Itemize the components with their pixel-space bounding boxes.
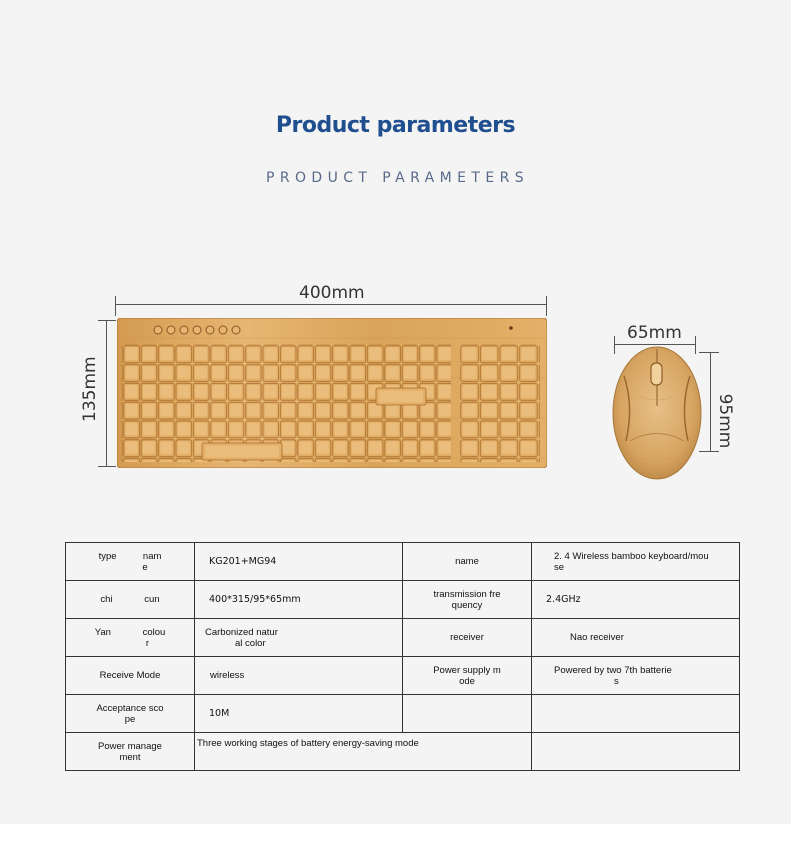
spec-value: Carbonized natur al color	[195, 619, 403, 657]
keyboard-width-line	[115, 304, 547, 305]
spec-label: Receive Mode	[66, 657, 195, 695]
keyboard-height-tick-bottom	[98, 466, 116, 467]
table-row	[66, 733, 740, 771]
keyboard-height-tick-top	[98, 320, 116, 321]
spec-label: receiver	[403, 619, 532, 657]
spec-value: 2. 4 Wireless bamboo keyboard/mou se	[532, 543, 740, 581]
mouse-height-label: 95mm	[715, 393, 735, 449]
spec-label	[403, 695, 532, 733]
spec-label: chi cun	[66, 581, 195, 619]
table-row	[66, 619, 740, 657]
mouse-width-line	[614, 344, 696, 345]
mouse-width-label: 65mm	[627, 323, 682, 343]
spec-value: Nao receiver	[532, 619, 740, 657]
mouse-image	[610, 346, 705, 484]
table-row	[66, 657, 740, 695]
spec-label: Power manage ment	[66, 733, 195, 771]
spec-value: KG201+MG94	[195, 543, 403, 581]
spec-value	[532, 695, 740, 733]
table-row	[66, 543, 740, 581]
spec-label: transmission fre quency	[403, 581, 532, 619]
spec-value: 2.4GHz	[532, 581, 740, 619]
spec-label: name	[403, 543, 532, 581]
keyboard-height-label: 135mm	[80, 356, 100, 422]
keyboard-height-line	[106, 320, 107, 467]
spec-label: Acceptance sco pe	[66, 695, 195, 733]
table-row	[66, 581, 740, 619]
spec-label: Yan colou r	[66, 619, 195, 657]
keyboard-width-tick-left	[115, 296, 116, 316]
page-subtitle: PRODUCT PARAMETERS	[266, 170, 529, 186]
spec-value: Powered by two 7th batterie s	[532, 657, 740, 695]
page-title: Product parameters	[275, 113, 516, 138]
mouse-height-line	[710, 352, 711, 452]
spec-label: type nam e	[66, 543, 195, 581]
spec-value: wireless	[195, 657, 403, 695]
spec-value	[532, 733, 740, 771]
keyboard-width-label: 400mm	[299, 283, 365, 303]
spec-value: 10M	[195, 695, 403, 733]
spec-value: 400*315/95*65mm	[195, 581, 403, 619]
spec-value: Three working stages of battery energy-saving mode	[195, 733, 532, 771]
keyboard-image	[117, 318, 547, 468]
keyboard-width-tick-right	[546, 296, 547, 316]
table-row	[66, 695, 740, 733]
spec-table	[65, 542, 740, 771]
spec-label: Power supply m ode	[403, 657, 532, 695]
